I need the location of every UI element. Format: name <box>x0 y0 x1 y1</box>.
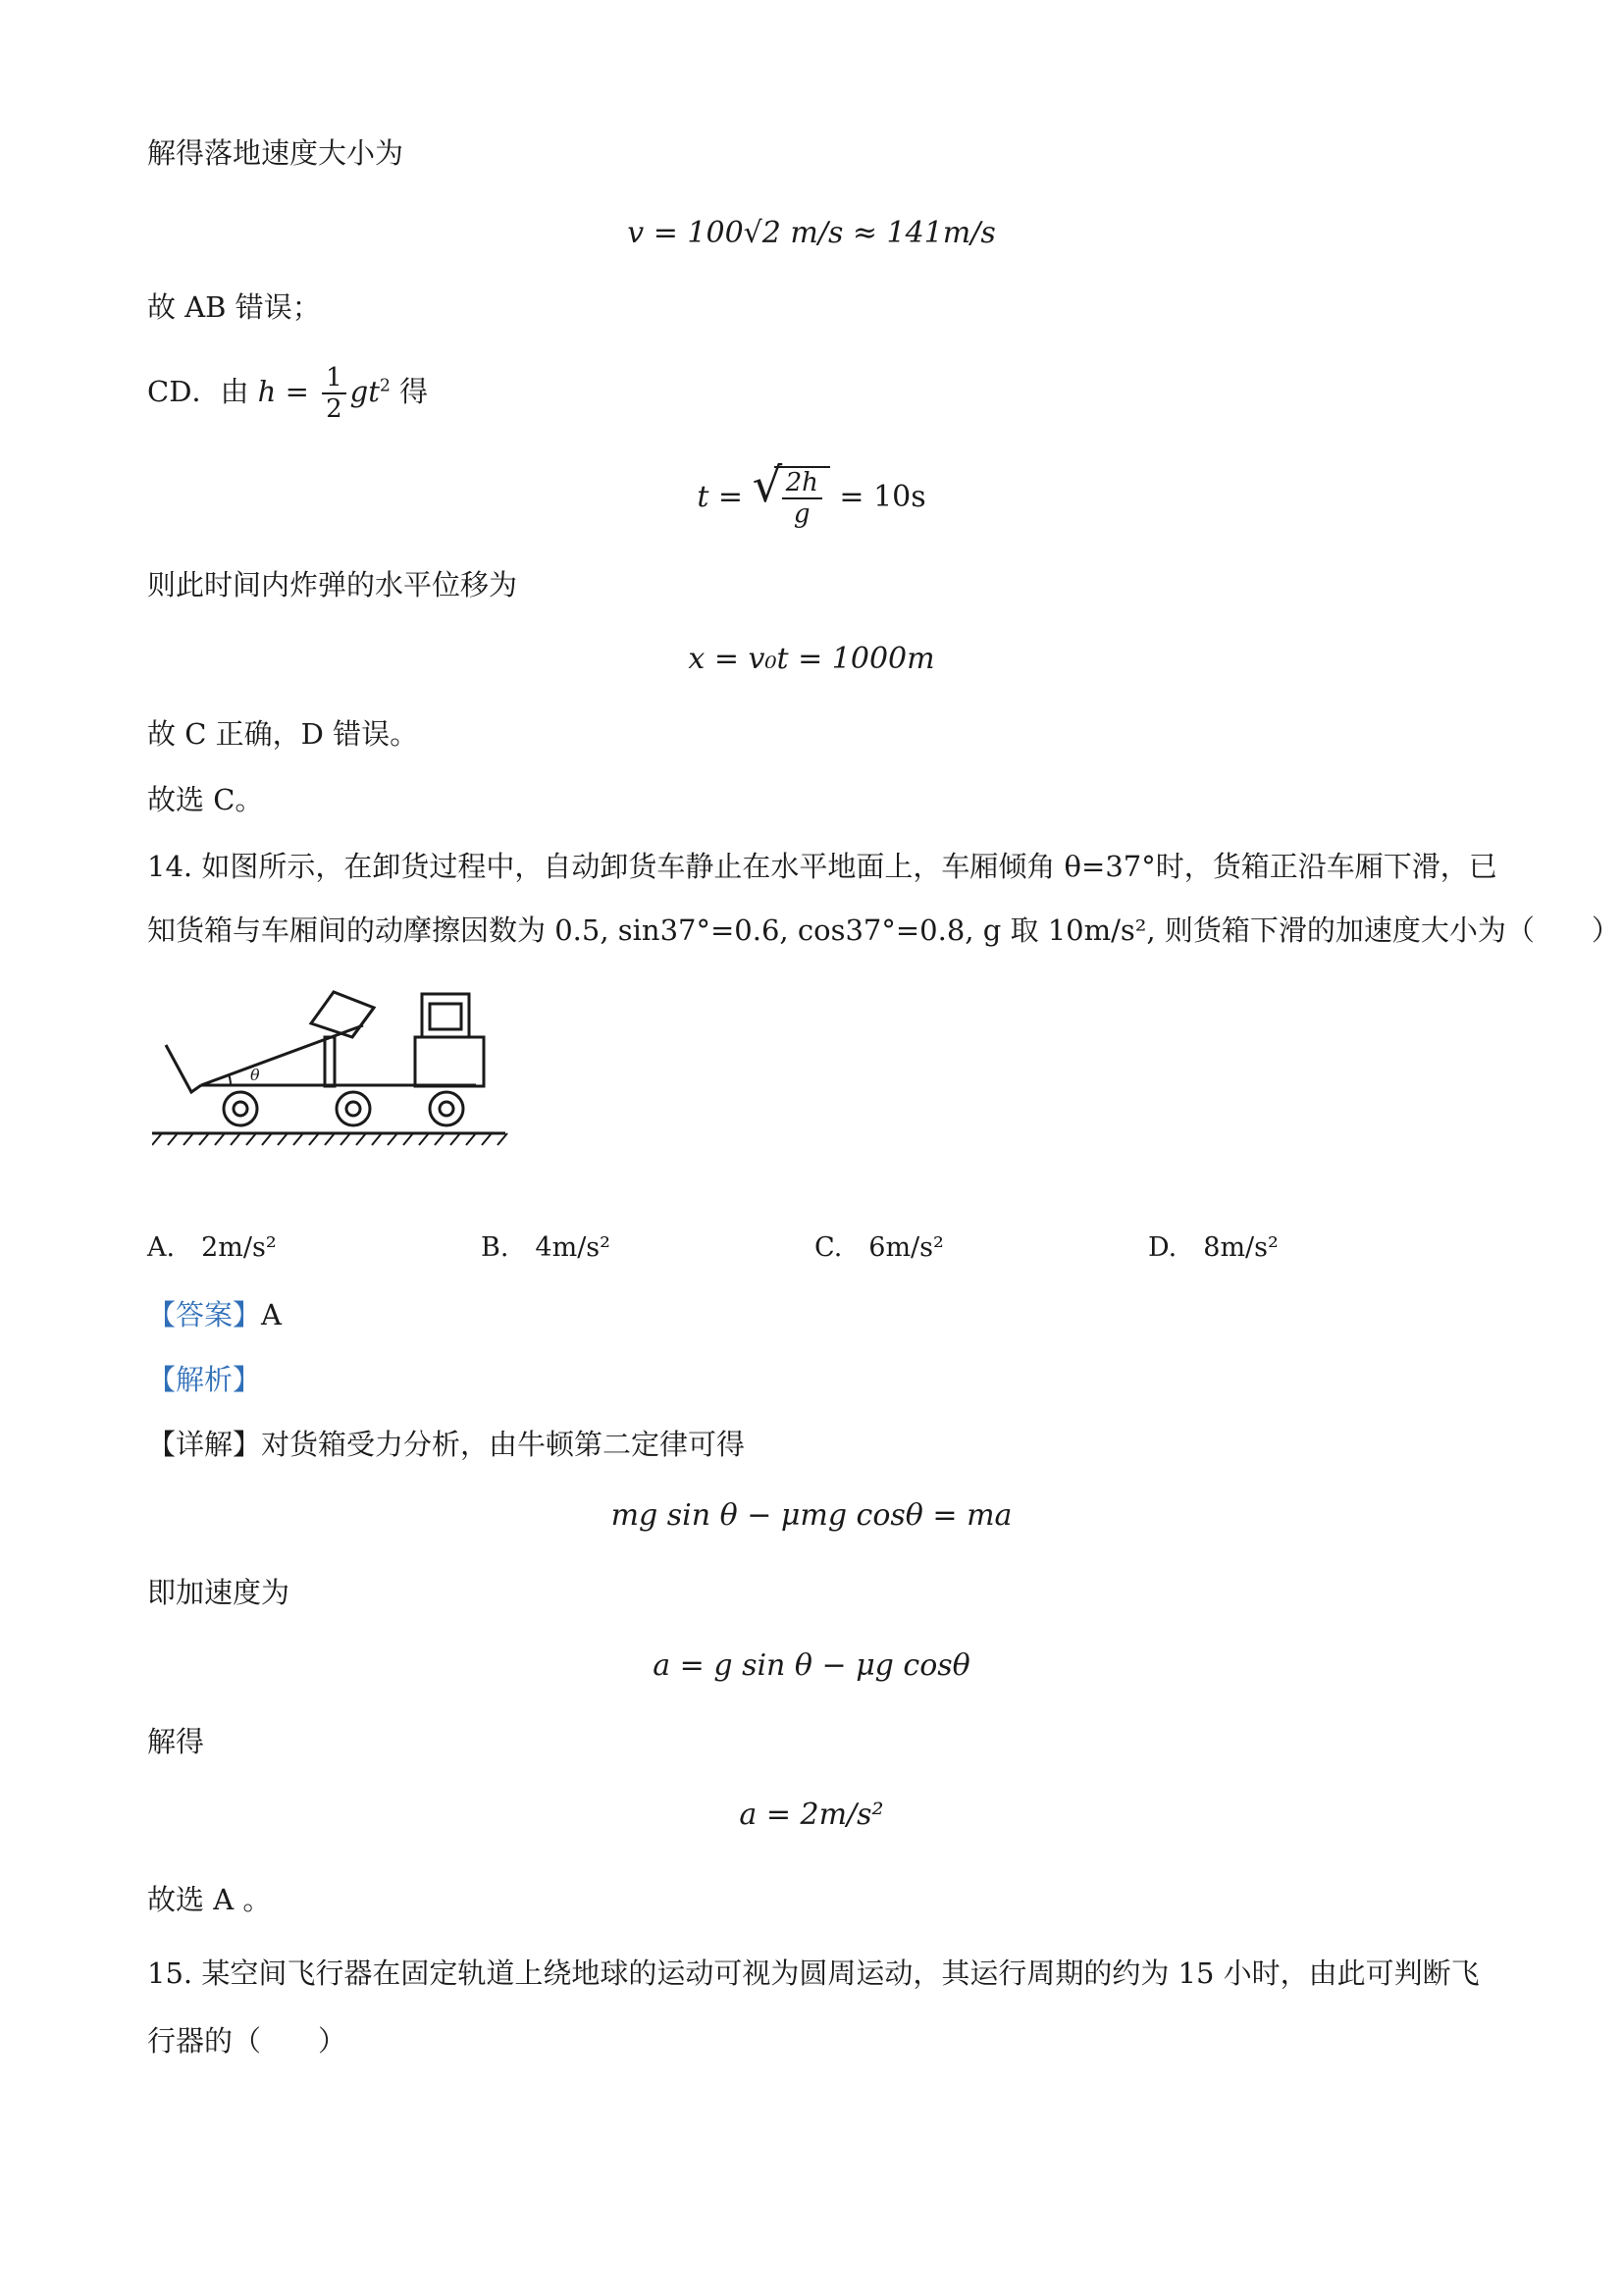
detail-tag: 【详解】 <box>147 1428 262 1461</box>
text-line: 解得落地速度大小为 <box>147 136 404 170</box>
formula-landing-speed: v = 100√2 m/s ≈ 141m/s <box>627 216 996 250</box>
question-15-line2: 行器的（ ） <box>147 2024 347 2058</box>
analysis-label: 【解析】 <box>147 1363 262 1396</box>
answer-value: A <box>261 1298 282 1331</box>
formula-fall-time: t = √ $\frac{2h}{g}$ = 10s <box>697 458 926 529</box>
question-14-line1: 14. 如图所示，在卸货过程中，自动卸货车静止在水平地面上，车厢倾角 θ=37°时，货箱正沿车厢下滑，已 <box>147 850 1497 883</box>
theta-label: θ <box>250 1066 260 1084</box>
text-line: 故 AB 错误； <box>147 290 321 324</box>
text-suffix: 得 <box>399 375 429 408</box>
formula-newton: mg sin θ − μmg cosθ = ma <box>610 1498 1013 1533</box>
analysis-tag <box>147 1362 261 1397</box>
text-line: 故选 A 。 <box>147 1883 272 1916</box>
answer-line <box>147 1297 282 1332</box>
question-14-line2: 知货箱与车厢间的动摩擦因数为 0.5, sin37°=0.6, cos37°=0.8, g 取 10m/s², 则货箱下滑的加速度大小为（ ） <box>147 913 1620 947</box>
formula-result: = 10s <box>839 480 926 514</box>
inline-formula: h = $\frac{1}{2}$ $gt^2$ <box>257 363 391 424</box>
dump-truck-figure <box>152 976 525 1202</box>
formula-acceleration: a = g sin θ − μg cosθ <box>653 1648 970 1683</box>
text-line: 即加速度为 <box>147 1576 290 1609</box>
question-15-line1: 15. 某空间飞行器在固定轨道上绕地球的运动可视为圆周运动，其运行周期的约为 15 小时，由此可判断飞 <box>147 1957 1480 1990</box>
option-c: C. 6m/s² <box>814 1232 944 1263</box>
formula-result-accel: a = 2m/s² <box>739 1798 884 1832</box>
option-a: A. 2m/s² <box>147 1232 277 1263</box>
detail-line <box>147 1427 745 1462</box>
text-prefix: CD．由 <box>147 375 249 408</box>
text-line: 故 C 正确，D 错误。 <box>147 717 419 751</box>
option-b: B. 4m/s² <box>481 1232 610 1263</box>
answer-tag: 【答案】 <box>147 1298 262 1331</box>
text-line-with-formula <box>147 363 428 424</box>
text-line: 解得 <box>147 1725 205 1758</box>
text-line: 故选 C。 <box>147 783 264 816</box>
formula-displacement: x = v₀t = 1000m <box>688 642 935 676</box>
detail-text: 对货箱受力分析，由牛顿第二定律可得 <box>261 1428 746 1461</box>
option-d: D. 8m/s² <box>1148 1232 1279 1263</box>
text-line: 则此时间内炸弹的水平位移为 <box>147 568 518 601</box>
